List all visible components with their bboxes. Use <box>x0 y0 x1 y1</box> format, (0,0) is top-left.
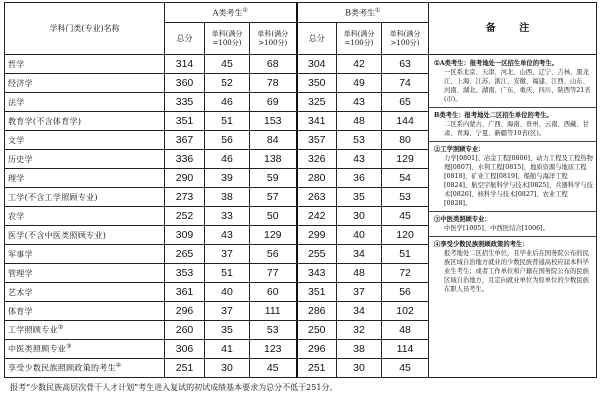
header-group-a <box>165 3 297 23</box>
header-group-b-mark: ① <box>375 7 381 15</box>
score-b-single-gt100: 114 <box>382 340 429 359</box>
score-a-single-100: 38 <box>205 188 250 207</box>
score-b-total: 242 <box>297 207 337 226</box>
score-b-single-gt100: 80 <box>382 131 429 150</box>
header-a-total: 总分 <box>165 23 205 55</box>
subject-name <box>5 93 165 112</box>
score-b-single-gt100: 63 <box>382 55 429 74</box>
score-a-single-gt100: 56 <box>250 245 297 264</box>
score-b-total: 325 <box>297 93 337 112</box>
score-a-single-100: 52 <box>205 74 250 93</box>
score-b-total: 351 <box>297 283 337 302</box>
score-b-single-100: 32 <box>337 321 382 340</box>
score-b-single-gt100: 48 <box>382 321 429 340</box>
score-a-total: 360 <box>165 74 205 93</box>
score-a-total: 252 <box>165 207 205 226</box>
score-b-total: 296 <box>297 340 337 359</box>
subject-name-text: 享受少数民族照顾政策的考生 <box>8 363 116 373</box>
score-b-single-100: 34 <box>337 302 382 321</box>
score-a-total: 273 <box>165 188 205 207</box>
subject-name <box>5 340 165 359</box>
note-divider <box>429 141 596 142</box>
score-a-single-100: 39 <box>205 169 250 188</box>
note-divider <box>429 236 596 237</box>
score-a-single-gt100: 111 <box>250 302 297 321</box>
score-b-single-100: 37 <box>337 283 382 302</box>
header-a-single-100: 单科(满分=100分) <box>205 23 250 55</box>
score-b-single-100: 42 <box>337 55 382 74</box>
score-a-single-gt100: 77 <box>250 264 297 283</box>
score-b-single-100: 38 <box>337 340 382 359</box>
score-b-total: 343 <box>297 264 337 283</box>
score-a-single-100: 33 <box>205 207 250 226</box>
subject-name <box>5 169 165 188</box>
note-title: ④享受少数民族照顾政策的考生： <box>434 241 529 248</box>
subject-name-text: 哲学 <box>8 59 25 69</box>
score-b-single-100: 48 <box>337 112 382 131</box>
score-b-total: 341 <box>297 112 337 131</box>
subject-name-text: 中医类照顾专业 <box>8 344 67 354</box>
subject-note-mark: ② <box>57 324 64 332</box>
score-b-single-100: 40 <box>337 226 382 245</box>
score-b-single-gt100: 120 <box>382 226 429 245</box>
score-b-single-gt100: 54 <box>382 169 429 188</box>
score-a-single-gt100: 53 <box>250 321 297 340</box>
note-body: 中医学[1005]、中西医结合[1006]。 <box>444 225 549 232</box>
score-b-total: 326 <box>297 150 337 169</box>
table-row <box>5 55 597 74</box>
subject-name-text: 经济学 <box>8 78 33 88</box>
score-b-single-gt100: 45 <box>382 359 429 378</box>
score-table <box>4 2 597 378</box>
subject-name <box>5 112 165 131</box>
score-a-single-gt100: 59 <box>250 169 297 188</box>
score-a-single-100: 37 <box>205 302 250 321</box>
subject-name-text: 艺术学 <box>8 287 33 297</box>
score-a-single-100: 43 <box>205 226 250 245</box>
header-remarks-label: 备 注 <box>485 22 540 34</box>
note-block <box>434 215 593 233</box>
subject-name <box>5 131 165 150</box>
score-a-single-100: 30 <box>205 359 250 378</box>
score-b-single-100: 43 <box>337 93 382 112</box>
score-a-single-gt100: 57 <box>250 188 297 207</box>
score-b-single-100: 53 <box>337 131 382 150</box>
header-category-label: 学科门类(专业)名称 <box>49 23 120 33</box>
subject-name <box>5 302 165 321</box>
subject-name <box>5 74 165 93</box>
score-b-single-100: 49 <box>337 74 382 93</box>
score-a-single-100: 46 <box>205 93 250 112</box>
header-b-single-100: 单科(满分=100分) <box>337 23 382 55</box>
score-a-single-gt100: 153 <box>250 112 297 131</box>
score-a-single-100: 46 <box>205 150 250 169</box>
score-a-single-gt100: 60 <box>250 283 297 302</box>
score-b-single-100: 36 <box>337 169 382 188</box>
note-block <box>434 111 593 138</box>
note-title: ③中医类照顾专业： <box>434 216 491 223</box>
subject-name-text: 工学(不含工学照顾专业) <box>8 192 98 202</box>
subject-name <box>5 207 165 226</box>
score-a-single-gt100: 78 <box>250 74 297 93</box>
score-a-single-100: 51 <box>205 264 250 283</box>
subject-name-text: 法学 <box>8 97 25 107</box>
score-b-single-100: 34 <box>337 245 382 264</box>
score-b-total: 350 <box>297 74 337 93</box>
score-a-total: 260 <box>165 321 205 340</box>
score-a-single-100: 35 <box>205 321 250 340</box>
score-a-single-gt100: 84 <box>250 131 297 150</box>
score-b-single-gt100: 144 <box>382 112 429 131</box>
score-a-single-100: 45 <box>205 55 250 74</box>
score-a-single-100: 40 <box>205 283 250 302</box>
score-b-single-100: 35 <box>337 188 382 207</box>
header-b-total: 总分 <box>297 23 337 55</box>
header-remarks <box>429 3 597 55</box>
note-body: 力学[0801]、冶金工程[0806]、动力工程及工程热物理[0807]、水利工程[0815]、地质资源与地质工程[0818]、矿业工程[0819]、船舶与海洋工程[0824]、航空宇航科学与技术[0825]、兵器科学与技术[0826]、核科学与技术[0827]、农业工程[0828]。 <box>444 155 593 207</box>
score-a-single-gt100: 129 <box>250 226 297 245</box>
score-b-total: 263 <box>297 188 337 207</box>
note-block <box>434 145 593 208</box>
header-category <box>5 3 165 55</box>
score-a-single-100: 56 <box>205 131 250 150</box>
score-a-single-gt100: 45 <box>250 359 297 378</box>
subject-name-text: 历史学 <box>8 154 33 164</box>
note-title: B类考生：报考地处二区招生单位的考生。 <box>434 112 553 119</box>
score-b-single-100: 43 <box>337 150 382 169</box>
header-group-b-label: B类考生 <box>345 8 376 18</box>
score-b-total: 304 <box>297 55 337 74</box>
subject-note-mark: ③ <box>66 343 72 351</box>
score-a-total: 336 <box>165 150 205 169</box>
score-a-total: 314 <box>165 55 205 74</box>
score-b-single-gt100: 72 <box>382 264 429 283</box>
score-b-total: 280 <box>297 169 337 188</box>
score-b-total: 251 <box>297 359 337 378</box>
score-b-total: 255 <box>297 245 337 264</box>
score-b-single-gt100: 65 <box>382 93 429 112</box>
score-b-single-gt100: 51 <box>382 245 429 264</box>
note-body: 二区系内蒙古、广西、海南、贵州、云南、西藏、甘肃、青海、宁夏、新疆等10省(区)。 <box>444 121 589 137</box>
score-b-single-gt100: 102 <box>382 302 429 321</box>
score-a-total: 306 <box>165 340 205 359</box>
score-a-total: 309 <box>165 226 205 245</box>
header-group-a-label: A类考生 <box>212 8 243 18</box>
note-divider <box>429 107 596 108</box>
subject-name <box>5 188 165 207</box>
subject-name <box>5 283 165 302</box>
score-a-total: 335 <box>165 93 205 112</box>
score-a-total: 353 <box>165 264 205 283</box>
subject-name <box>5 226 165 245</box>
score-b-single-100: 30 <box>337 207 382 226</box>
header-a-single-gt100: 单科(满分>100分) <box>250 23 297 55</box>
header-group-a-mark: ① <box>242 7 248 15</box>
subject-name-text: 工学照顾专业 <box>8 325 58 335</box>
score-b-single-gt100: 45 <box>382 207 429 226</box>
subject-name <box>5 55 165 74</box>
subject-name-text: 医学(不含中医类照顾专业) <box>8 230 107 240</box>
subject-name-text: 农学 <box>8 211 25 221</box>
subject-name-text: 军事学 <box>8 249 33 259</box>
note-divider <box>429 211 596 212</box>
note-block <box>434 59 593 104</box>
subject-name-text: 体育学 <box>8 306 33 316</box>
score-a-total: 367 <box>165 131 205 150</box>
footnote: 报考“少数民族高层次骨干人才计划”考生进入复试的初试成绩基本要求为总分不低于251分。 <box>10 383 338 392</box>
score-table-body <box>5 55 597 378</box>
header-b-single-gt100: 单科(满分>100分) <box>382 23 429 55</box>
score-requirements-page <box>4 2 596 399</box>
score-a-total: 290 <box>165 169 205 188</box>
score-a-single-gt100: 123 <box>250 340 297 359</box>
note-title: ①A类考生：报考地处一区招生单位的考生。 <box>434 60 558 67</box>
subject-name-text: 管理学 <box>8 268 33 278</box>
note-body: 报考地处二区招生单位，且毕业后在国务院公布的民族区域自治地方就业的少数民族普通高校应届本科毕业生考生；或者工作单位和户籍在国务院公布的民族区域自治地方，且定向就业单位为原单位的少数民族在职人员考生。 <box>444 250 589 293</box>
score-b-single-gt100: 56 <box>382 283 429 302</box>
remarks-notes <box>429 55 597 378</box>
score-a-single-100: 37 <box>205 245 250 264</box>
score-b-total: 357 <box>297 131 337 150</box>
score-a-single-gt100: 69 <box>250 93 297 112</box>
score-b-single-100: 30 <box>337 359 382 378</box>
score-a-total: 296 <box>165 302 205 321</box>
score-a-single-gt100: 138 <box>250 150 297 169</box>
subject-name <box>5 321 165 340</box>
score-a-single-100: 51 <box>205 112 250 131</box>
header-group-b <box>297 3 429 23</box>
subject-name <box>5 264 165 283</box>
score-a-total: 251 <box>165 359 205 378</box>
score-a-single-gt100: 50 <box>250 207 297 226</box>
subject-name <box>5 359 165 378</box>
subject-name-text: 教育学(不含体育学) <box>8 116 82 126</box>
score-a-single-100: 41 <box>205 340 250 359</box>
score-a-single-gt100: 68 <box>250 55 297 74</box>
subject-name <box>5 245 165 264</box>
subject-note-mark: ④ <box>115 362 122 370</box>
score-b-total: 250 <box>297 321 337 340</box>
subject-name-text: 文学 <box>8 135 25 145</box>
subject-name-text: 理学 <box>8 173 25 183</box>
score-b-single-gt100: 129 <box>382 150 429 169</box>
score-b-total: 299 <box>297 226 337 245</box>
note-title: ②工学照顾专业： <box>434 146 485 153</box>
score-b-single-100: 48 <box>337 264 382 283</box>
score-b-total: 286 <box>297 302 337 321</box>
score-b-single-gt100: 53 <box>382 188 429 207</box>
score-a-total: 361 <box>165 283 205 302</box>
score-a-total: 265 <box>165 245 205 264</box>
score-a-total: 351 <box>165 112 205 131</box>
score-b-single-gt100: 74 <box>382 74 429 93</box>
subject-name <box>5 150 165 169</box>
note-body: 一区系北京、天津、河北、山西、辽宁、吉林、黑龙江、上海、江苏、浙江、安徽、福建、江西、山东、河南、湖北、湖南、广东、重庆、四川、陕西等21省(市)。 <box>444 69 591 103</box>
note-block <box>434 240 593 294</box>
